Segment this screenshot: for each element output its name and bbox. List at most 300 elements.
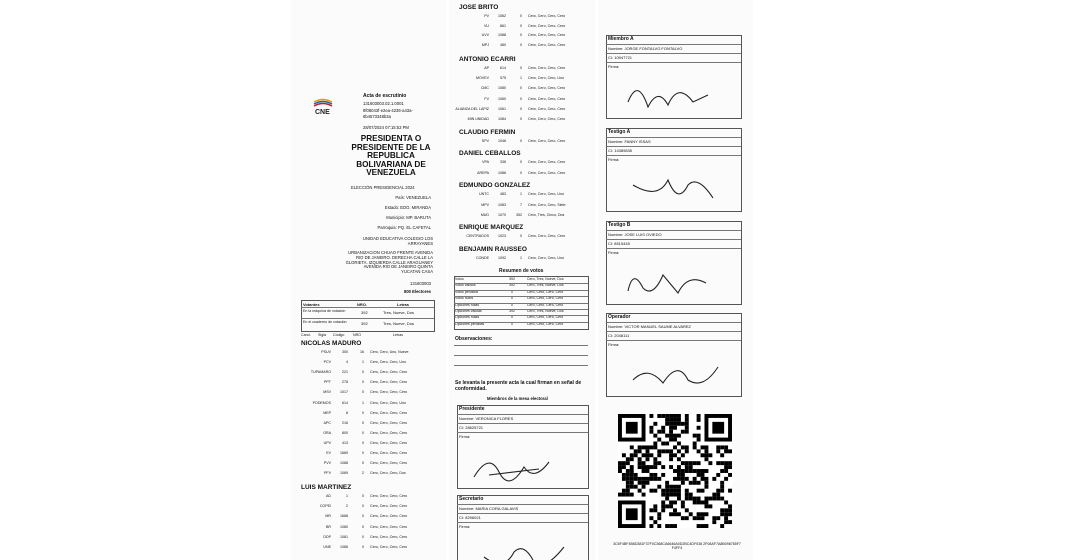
candidate-name: CLAUDIO FERMIN xyxy=(459,129,516,136)
party-code: 1023 xyxy=(498,234,506,238)
candidate-party-row xyxy=(291,441,407,445)
candidate-party-row xyxy=(291,390,407,394)
party-votes-letras: Cero, Cero, Cero, Cero xyxy=(370,430,408,435)
divider xyxy=(606,230,741,231)
party-code: 1069 xyxy=(340,471,348,476)
party-votes-letras: Cero, Cero, Cero, Cero xyxy=(528,234,566,238)
cne-logo-icon xyxy=(311,98,335,116)
candidate-party-row xyxy=(449,86,565,90)
party-sigla: VPA xyxy=(482,160,489,164)
party-votes-letras: Cero, Cero, Cero, Cero xyxy=(370,370,408,375)
party-votes-letras: Cero, Tres, Cinco, Dos xyxy=(528,213,565,217)
party-votes-letras: Cero, Cero, Cero, Cero xyxy=(528,33,566,38)
party-sigla: AD xyxy=(326,494,331,498)
candidate-party-row xyxy=(449,66,565,70)
votantes-row-nro: 392 xyxy=(361,321,368,326)
candidate-name: ANTONIO ECARRI xyxy=(459,56,516,63)
parroquia: Parroquia: PQ. EL CAFETAL xyxy=(377,225,431,230)
divider xyxy=(606,239,741,240)
firma-label: Firma: xyxy=(459,524,471,529)
party-votes: 0 xyxy=(520,86,522,91)
candidate-party-row xyxy=(291,461,407,465)
divider xyxy=(606,248,741,249)
resumen-letras: Cero, Cero, Cero, Cero xyxy=(527,296,564,301)
party-sigla: PSUV xyxy=(321,350,331,354)
party-sigla: MUD xyxy=(480,213,489,217)
acta-page-right xyxy=(598,0,753,560)
divider xyxy=(457,504,588,505)
closing-text: Se levanta la presente acta la cual firman en señal de conformidad. xyxy=(455,380,582,392)
party-votes: 0 xyxy=(520,234,522,238)
party-votes-letras: Cero, Cero, Cero, Cero xyxy=(370,380,408,385)
party-sigla: MPV xyxy=(481,202,489,207)
party-votes-letras: Cero, Cero, Cero, Cero xyxy=(370,461,408,466)
candidate-name: EDMUNDO GONZALEZ xyxy=(459,182,531,189)
divider xyxy=(454,315,588,316)
divider xyxy=(454,322,588,323)
member-ci: CI: 8296021 xyxy=(459,515,481,520)
member-ci: CI: 28625721 xyxy=(459,425,484,430)
votantes-header: Votantes xyxy=(303,302,320,307)
party-votes-letras: Cero, Cero, Cero, Cero xyxy=(528,160,566,164)
candidate-party-row xyxy=(291,545,407,549)
party-code: 1080 xyxy=(498,86,506,91)
divider xyxy=(457,423,588,424)
nro-header: NRO. xyxy=(357,302,367,307)
party-sigla: CONDE xyxy=(476,256,489,260)
party-code: 1066 xyxy=(340,545,348,549)
resumen-letras: Cero, Tres, Nueve, Dos xyxy=(527,309,564,313)
votantes-row-label: En la máquina de votación xyxy=(303,309,346,313)
candidate-name: DANIEL CEBALLOS xyxy=(459,150,521,157)
candidate-party-row xyxy=(449,256,564,260)
party-votes-letras: Cero, Cero, Cero, Cero xyxy=(370,390,408,395)
party-code: 1084 xyxy=(498,117,506,121)
candidate-party-row xyxy=(291,411,407,415)
member-name: Nombre: FANNY ISSAS xyxy=(608,139,651,144)
party-votes-letras: Cero, Cero, Cero, Cero xyxy=(528,96,566,101)
election-title: PRESIDENTA O PRESIDENTE DE LA REPUBLICA BOLIVARIANA DE VENEZUELA xyxy=(351,134,431,178)
candidate-party-row xyxy=(291,535,407,539)
divider xyxy=(454,303,588,304)
party-votes: 0 xyxy=(520,96,522,101)
party-votes: 0 xyxy=(520,106,522,111)
party-votes: 1 xyxy=(520,192,522,196)
municipio: Municipio: MP. BARUTA xyxy=(386,215,431,220)
svg-text:CNE: CNE xyxy=(315,109,330,116)
candidate-party-row xyxy=(449,192,564,196)
candidate-party-row xyxy=(291,380,407,384)
party-votes-letras: Cero, Cero, Cero, Uno xyxy=(528,192,564,196)
party-sigla: PV xyxy=(484,14,489,18)
party-sigla: ALIANZA DEL LAPIZ xyxy=(455,106,489,111)
resumen-nro: 0 xyxy=(511,296,513,301)
party-votes: 0 xyxy=(520,43,522,48)
party-votes: 0 xyxy=(362,504,364,509)
resumen-label: Opciones válidas xyxy=(455,309,482,313)
candidate-party-row xyxy=(291,494,407,498)
resumen-label: Opciones nulas xyxy=(455,315,480,320)
party-sigla: PPT xyxy=(324,380,331,385)
candidate-party-row xyxy=(449,171,565,175)
divider xyxy=(606,331,741,332)
candidate-party-row xyxy=(449,234,565,238)
divider xyxy=(606,53,741,54)
member-name: Nombre: VERONICA FLORES xyxy=(459,416,514,421)
candidate-party-row xyxy=(449,160,565,164)
party-votes: 0 xyxy=(362,524,364,529)
party-sigla: PFV xyxy=(324,471,331,476)
acta-page-middle xyxy=(449,0,595,560)
party-votes-letras: Cero, Cero, Cero, Cero xyxy=(370,420,408,425)
resumen-label: Opciones perdidas xyxy=(455,321,485,326)
estado: Estado: EDO. MIRANDA xyxy=(384,205,431,210)
votantes-row-nro: 392 xyxy=(361,310,368,315)
divider xyxy=(606,155,741,156)
firma-label: Firma: xyxy=(608,342,620,347)
candidate-party-row xyxy=(291,401,406,405)
party-sigla: PCV xyxy=(323,360,331,365)
party-votes: 0 xyxy=(520,117,522,121)
party-votes: 0 xyxy=(362,380,364,385)
party-code: 483 xyxy=(500,192,506,196)
party-votes-letras: Cero, Cero, Cero, Uno xyxy=(528,76,564,81)
party-votes-letras: Cero, Cero, Cero, Cero xyxy=(370,545,408,549)
signature-icon xyxy=(469,447,564,490)
divider xyxy=(606,340,741,341)
resumen-letras: Cero, Cero, Cero, Cero xyxy=(527,289,564,294)
signature-icon xyxy=(618,263,713,306)
candidate-name: LUIS MARTINEZ xyxy=(301,484,352,491)
candidate-party-row xyxy=(291,451,407,455)
resumen-title: Resumen de votos xyxy=(499,268,544,274)
party-votes: 0 xyxy=(520,14,522,18)
party-votes: 352 xyxy=(516,213,522,217)
candidate-party-row xyxy=(291,360,406,364)
resumen-letras: Cero, Cero, Cero, Cero xyxy=(527,321,564,326)
party-sigla: MR xyxy=(325,514,331,519)
party-votes: 0 xyxy=(362,420,364,425)
candidate-party-row xyxy=(291,421,407,425)
party-code: 1080 xyxy=(340,524,348,529)
resumen-nro: 0 xyxy=(511,302,513,307)
qr-hash: 3C6F4BF4B6D381F37F0C368CA6646A0D2BC4DF038 2F08AF7A8B098765F7F4FF4 xyxy=(613,542,741,551)
candidate-party-row xyxy=(449,117,565,121)
candidate-party-row xyxy=(291,514,407,518)
candidate-party-row xyxy=(449,24,565,28)
party-code: 861 xyxy=(500,23,506,28)
resumen-nro: 392 xyxy=(509,277,515,281)
party-code: 614 xyxy=(500,66,506,70)
party-code: 1017 xyxy=(340,390,348,395)
party-sigla: MSV xyxy=(323,390,331,395)
party-votes: 1 xyxy=(520,76,522,81)
party-votes: 0 xyxy=(362,451,364,455)
divider xyxy=(457,432,588,433)
divider xyxy=(454,296,588,297)
acta-hash-1: 8f08043f-e2ea-4236-a43a- xyxy=(363,108,413,113)
resumen-nro: 0 xyxy=(511,321,513,326)
party-votes-letras: Cero, Cero, Cero, Dos xyxy=(370,471,406,476)
party-sigla: ORA xyxy=(323,430,331,435)
party-sigla: UNE xyxy=(323,545,331,549)
party-votes: 0 xyxy=(520,33,522,38)
party-sigla: MOVEV xyxy=(476,76,489,81)
party-votes: 1 xyxy=(362,360,364,365)
member-name: Nombre: JORGE FONTALVO FONTALVO xyxy=(608,46,683,51)
party-code: 413 xyxy=(342,440,348,445)
resumen-nro: 0 xyxy=(511,289,513,294)
candidate-party-row xyxy=(449,203,566,207)
party-votes-letras: Cero, Cero, Uno, Nueve xyxy=(370,350,409,354)
party-sigla: MPJ xyxy=(481,43,489,48)
party-code: 1669 xyxy=(340,451,348,455)
candidate-name: ENRIQUE MARQUEZ xyxy=(459,224,524,231)
resumen-nro: 392 xyxy=(509,309,515,313)
election-name: ELECCIÓN PRESIDENCIAL 2024 xyxy=(351,185,415,190)
party-votes-letras: Cero, Cero, Cero, Cero xyxy=(370,504,408,509)
party-votes: 0 xyxy=(362,390,364,395)
party-votes: 1 xyxy=(362,400,364,405)
party-sigla: TUPAMARO xyxy=(310,370,331,375)
candidate-party-row xyxy=(291,350,409,354)
member-role: Secretario xyxy=(459,496,484,502)
divider xyxy=(457,513,588,514)
votantes-table xyxy=(301,300,435,332)
candidate-party-row xyxy=(449,43,565,47)
party-code: 1062 xyxy=(498,14,506,18)
member-ci: CI: 8515445 xyxy=(608,241,630,246)
member-role: Testigo A xyxy=(608,129,631,135)
signature-icon xyxy=(628,170,723,213)
divider xyxy=(457,522,588,523)
party-votes: 2 xyxy=(362,471,364,476)
qr-code-icon xyxy=(618,414,732,528)
party-sigla: UNTC xyxy=(479,192,489,196)
acta-hash-2: 6b4573348b3a xyxy=(363,114,391,119)
party-votes-letras: Cero, Cero, Cero, Cero xyxy=(528,117,566,121)
resumen-label: Votos xyxy=(455,277,464,281)
party-sigla: PVV xyxy=(323,461,331,466)
party-sigla: PODEMOS xyxy=(312,400,331,405)
member-ci: CI: 2048111 xyxy=(608,333,630,338)
voting-center: UNIDAD EDUCATIVA COLEGIO LOS ARRAYANES xyxy=(362,236,433,246)
party-votes-letras: Cero, Cero, Cero, Uno xyxy=(370,360,406,365)
party-code: 1061 xyxy=(498,106,506,111)
party-code: 614 xyxy=(342,400,348,405)
electores: 800 Electores xyxy=(403,289,431,294)
party-code: 216 xyxy=(342,420,348,425)
party-votes-letras: Cero, Cero, Cero, Cero xyxy=(528,106,566,111)
party-votes-letras: Cero, Cero, Cero, Cero xyxy=(528,66,566,70)
party-votes: 0 xyxy=(362,430,364,435)
firma-label: Firma: xyxy=(608,250,620,255)
candidate-party-row xyxy=(449,107,565,111)
party-votes: 0 xyxy=(362,461,364,466)
party-votes: 16 xyxy=(360,350,364,354)
acta-datetime: 28/07/2024 07:15:53 PM xyxy=(363,125,409,130)
party-votes: 0 xyxy=(520,160,522,164)
party-sigla: MIN UNIDAD xyxy=(467,117,489,121)
party-code: 300 xyxy=(342,350,348,354)
member-name: Nombre: MARIA CORA GALAVIS xyxy=(459,506,519,511)
divider xyxy=(606,44,741,45)
divider xyxy=(454,309,588,310)
party-sigla: COPEI xyxy=(319,504,331,509)
party-votes: 0 xyxy=(520,170,522,175)
acta-page-left xyxy=(291,0,446,560)
member-role: Miembro A xyxy=(608,36,634,42)
candidate-party-row xyxy=(449,139,565,143)
party-code: 1 xyxy=(346,494,348,498)
party-sigla: CMC xyxy=(480,86,489,91)
party-code: 2 xyxy=(346,504,348,509)
party-code: 480 xyxy=(500,43,506,48)
signature-icon xyxy=(618,77,713,120)
party-code: 800 xyxy=(342,430,348,435)
party-votes: 0 xyxy=(362,514,364,519)
divider xyxy=(606,322,741,323)
party-votes-letras: Cero, Cero, Cero, Cero xyxy=(528,170,566,175)
firma-label: Firma: xyxy=(608,157,620,162)
signature-icon xyxy=(479,537,574,560)
member-role: Operador xyxy=(608,314,631,320)
party-code: 1060 xyxy=(498,96,506,101)
resumen-nro: 392 xyxy=(509,283,515,288)
letras-header: Letras xyxy=(397,302,410,307)
party-code: 221 xyxy=(342,370,348,375)
party-code: 1092 xyxy=(498,256,506,260)
party-code: 1081 xyxy=(340,534,348,539)
party-votes: 0 xyxy=(520,139,522,143)
results-table-header: Cand. Sigla Código NRO Letras xyxy=(301,333,403,337)
resumen-label: Votos perdidos xyxy=(455,289,479,294)
divider xyxy=(606,137,741,138)
party-votes-letras: Cero, Cero, Cero, Cero xyxy=(528,43,566,48)
party-votes-letras: Cero, Cero, Cero, Cero xyxy=(370,410,408,415)
party-votes-letras: Cero, Cero, Cero, Cero xyxy=(370,514,408,519)
resumen-letras: Cero, Tres, Nueve, Dos xyxy=(527,277,564,281)
resumen-letras: Cero, Cero, Cero, Cero xyxy=(527,302,564,307)
candidate-party-row xyxy=(291,471,406,475)
party-votes-letras: Cero, Cero, Cero, Uno xyxy=(528,256,564,260)
party-sigla: VU xyxy=(484,23,489,28)
party-votes: 0 xyxy=(362,494,364,498)
party-votes-letras: Cero, Cero, Cero, Cero xyxy=(528,139,566,143)
party-votes: 0 xyxy=(520,23,522,28)
member-role: Testigo B xyxy=(608,222,631,228)
party-votes-letras: Cero, Cero, Cero, Cero xyxy=(528,14,566,18)
party-code: 1068 xyxy=(340,461,348,466)
party-votes: 1 xyxy=(520,256,522,260)
party-sigla: UVV xyxy=(481,33,489,38)
resumen-letras: Cero, Cero, Cero, Cero xyxy=(527,315,564,320)
resumen-label: Votos válidos xyxy=(455,283,476,288)
party-votes: 7 xyxy=(520,202,522,207)
party-code: 8 xyxy=(346,410,348,415)
party-code: 1070 xyxy=(498,213,506,217)
party-code: 1668 xyxy=(340,514,348,519)
member-name: Nombre: VICTOR MANUEL SAUME ALVAREZ xyxy=(608,324,691,329)
party-votes: 0 xyxy=(520,66,522,70)
party-sigla: APC xyxy=(323,420,331,425)
party-votes-letras: Cero, Cero, Cero, Cero xyxy=(370,494,408,498)
party-votes: 0 xyxy=(362,410,364,415)
member-name: Nombre: JOSE LUIS OVIEDO xyxy=(608,232,662,237)
party-sigla: MEP xyxy=(323,410,331,415)
party-sigla: UPV xyxy=(323,440,331,445)
party-votes-letras: Cero, Cero, Cero, Cero xyxy=(528,23,566,28)
votantes-row-letras: Tres, Nueve, Dos xyxy=(383,321,414,326)
signature-icon xyxy=(628,355,723,398)
observaciones-label: Observaciones: xyxy=(455,336,493,342)
divider xyxy=(457,414,588,415)
candidate-party-row xyxy=(449,33,565,37)
candidate-name: JOSE BRITO xyxy=(459,4,499,11)
address: URBANIZACION CHUAO FRENTE AVENIDA RIO DE JANEIRO. DERECHA CALLE LA GLORIETA. IZQUIERDA CALLE ARAGUANEY AVENIDA RIO DE JANEIRO QUINTA YUCATAN CASA xyxy=(345,250,433,275)
member-ci: CI: 14389835 xyxy=(608,148,633,153)
party-votes: 0 xyxy=(362,370,364,375)
party-code: 336 xyxy=(500,160,506,164)
candidate-name: BENJAMIN RAUSSEO xyxy=(459,246,527,253)
party-code: 1046 xyxy=(498,139,506,143)
member-role: Presidente xyxy=(459,406,485,412)
party-votes-letras: Cero, Cero, Cero, Cero xyxy=(370,524,408,529)
votantes-row-label: En el cuaderno de votación xyxy=(303,320,347,324)
party-sigla: CENTRADOS xyxy=(466,234,489,238)
member-ci: CI: 10947721 xyxy=(608,55,633,60)
candidate-party-row xyxy=(449,14,565,18)
candidate-name: NICOLAS MADURO xyxy=(301,340,362,347)
acta-code: 131603003.02.1.0001 xyxy=(363,101,404,106)
center-code: 131603003 xyxy=(410,281,431,286)
candidate-party-row xyxy=(291,370,407,374)
party-sigla: SPV xyxy=(481,139,489,143)
party-sigla: AREPA xyxy=(477,170,489,175)
party-votes-letras: Cero, Cero, Cero, Cero xyxy=(370,534,408,539)
candidate-party-row xyxy=(291,431,407,435)
party-votes-letras: Cero, Cero, Cero, Siete xyxy=(528,202,566,207)
party-code: 4 xyxy=(346,360,348,365)
acta-title: Acta de escrutinio xyxy=(363,93,407,99)
divider xyxy=(454,283,588,284)
party-sigla: FV xyxy=(484,96,489,101)
resumen-nro: 0 xyxy=(511,315,513,320)
divider xyxy=(606,146,741,147)
party-sigla: DDP xyxy=(323,534,331,539)
party-sigla: EV xyxy=(326,451,331,455)
resumen-row xyxy=(455,277,564,281)
candidate-party-row xyxy=(449,213,564,217)
mesa-title: Miembros de la mesa electoral xyxy=(487,396,548,401)
pais: País: VENEZUELA xyxy=(395,195,431,200)
party-votes-letras: Cero, Cero, Cero, Cero xyxy=(528,86,566,91)
resumen-letras: Cero, Tres, Nueve, Dos xyxy=(527,283,564,288)
party-code: 1083 xyxy=(498,202,506,207)
party-votes-letras: Cero, Cero, Cero, Cero xyxy=(370,440,408,445)
party-code: 1088 xyxy=(498,33,506,38)
resumen-label: Votos nulos xyxy=(455,296,474,301)
candidate-party-row xyxy=(449,76,564,80)
party-votes-letras: Cero, Cero, Cero, Cero xyxy=(370,451,408,455)
party-votes: 0 xyxy=(362,440,364,445)
firma-label: Firma: xyxy=(459,434,471,439)
votantes-row-letras: Tres, Nueve, Dos xyxy=(383,310,414,315)
candidate-party-row xyxy=(449,97,565,101)
party-votes: 0 xyxy=(362,545,364,549)
firma-label: Firma: xyxy=(608,64,620,69)
divider xyxy=(606,62,741,63)
